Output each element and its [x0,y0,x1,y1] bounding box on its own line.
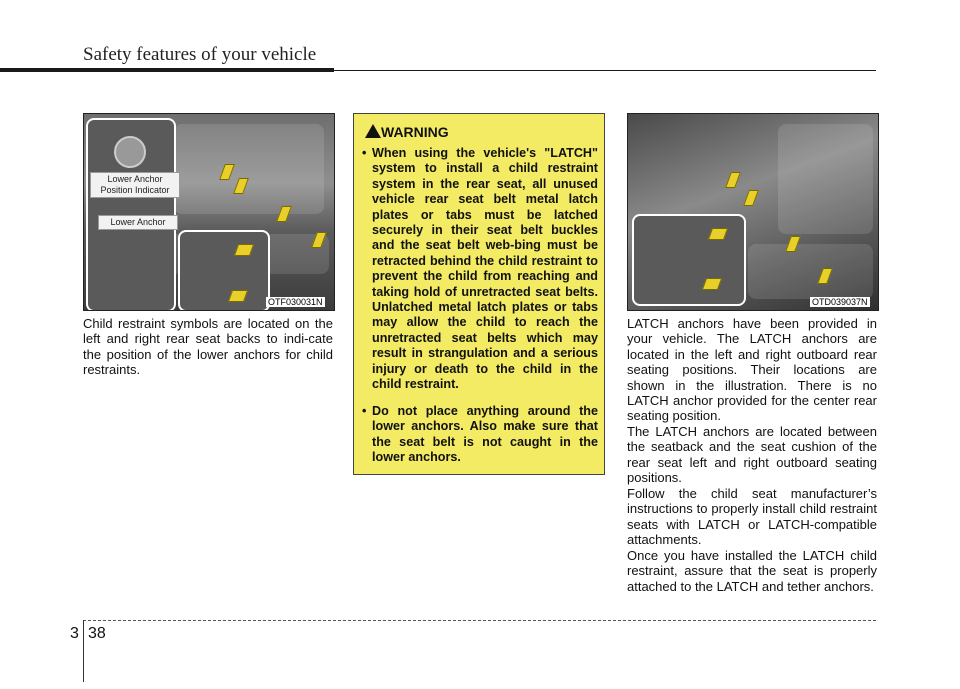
seat-back-shape [174,124,324,214]
rear-seat-photo-right [627,113,879,311]
anchor-arrow-icon [708,228,728,240]
lower-anchor-symbol-icon [114,136,146,168]
anchor-arrow-icon [743,190,759,206]
callout-line: Lower Anchor [107,174,163,184]
anchor-arrow-icon [702,278,722,290]
page-number: 38 [88,625,106,642]
right-paragraph: Once you have installed the LATCH child restraint, assure that the seat is properly attached to the LATCH and tether anchors. [627,548,877,594]
warning-item [362,404,598,466]
anchor-arrow-icon [228,290,248,302]
anchor-closeup-inset [178,230,270,311]
header-rule-thin [334,70,876,71]
right-paragraph: Follow the child seat manufacturer’s instructions to properly install child restraint seats with LATCH or LATCH-compatible attachments. [627,486,877,548]
header-rule-thick [0,68,334,72]
anchor-closeup-inset [632,214,746,306]
seat-back-shape [778,124,873,234]
footer-rule [83,620,876,621]
rear-seat-photo-left [83,113,335,311]
footer-divider [83,620,84,682]
warning-heading: WARNING [381,124,449,140]
seat-cushion-shape [748,244,873,299]
left-caption: Child restraint symbols are located on the left and right rear seat backs to indi-cate the position of the lower anchors for child restraints. [83,316,333,378]
warning-triangle-icon [365,124,381,138]
anchor-arrow-icon [234,244,254,256]
callout-lower-anchor-position-indicator [90,172,180,198]
chapter-number: 3 [70,625,79,642]
warning-box [353,113,605,475]
warning-item-text: Do not place anything around the lower anchors. Also make sure that the seat belt is not caught in the lower anchors. [372,404,598,465]
bullet: • [362,404,367,418]
right-paragraph: The LATCH anchors are located between the seatback and the seat cushion of the rear seat left and right outboard seating positions. [627,424,877,486]
warning-item [362,146,598,393]
right-paragraph: LATCH anchors have been provided in your vehicle. The LATCH anchors are located in the left and right outboard rear seating positions. Their locations are shown in the illustration. There is no LATCH anchor provided for the center rear seating position. [627,316,877,424]
photo-code-left: OTF030031N [268,297,323,307]
callout-lower-anchor: Lower Anchor [98,215,178,230]
photo-code-right: OTD039037N [812,297,868,307]
bullet: • [362,146,367,160]
anchor-arrow-icon [725,172,741,188]
page-header-title: Safety features of your vehicle [83,44,317,65]
callout-line: Position Indicator [100,185,170,195]
warning-item-text: When using the vehicle's "LATCH" system to install a child restraint system in the rear seat, all unused vehicle rear seat belt metal latch plates or tabs must be latched securely in their seat belt buckles and the seat belt web-bing must be retracted behind the child restraint to prevent the child from reaching and taking hold of unretracted seat belts. Unlatched metal latch plates or tabs may allow the child to reach the unretracted seat belts which may result in strangulation and a serious injury or death to the child in the child restraint. [372,146,598,392]
